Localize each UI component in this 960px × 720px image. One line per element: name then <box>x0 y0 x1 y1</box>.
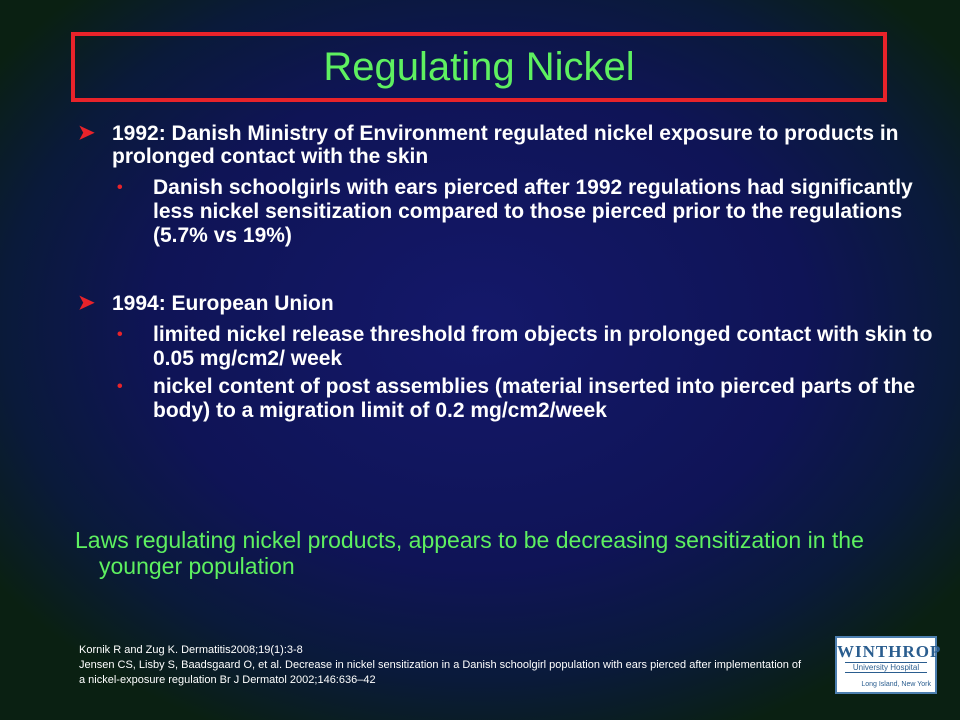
reference-item: Kornik R and Zug K. Dermatitis2008;19(1):3-8 <box>79 644 303 656</box>
slide-title: Regulating Nickel <box>323 44 635 89</box>
bullet-content <box>78 122 938 427</box>
sub-bullet-text: Danish schoolgirls with ears pierced after 1992 regulations had significantly less nickel sensitization compared to those pierced prior to the regulations (5.7% vs 19%) <box>153 176 913 247</box>
sub-bullet-text: nickel content of post assemblies (material inserted into pierced parts of the body) to a migration limit of 0.2 mg/cm2/week <box>153 375 916 422</box>
logo-name: WINTHROP <box>837 642 942 661</box>
logo-location: Long Island, New York <box>861 681 931 688</box>
arrow-bullet-icon: ➤ <box>78 122 95 144</box>
winthrop-logo <box>835 636 942 694</box>
arrow-bullet-icon: ➤ <box>78 292 95 314</box>
sub-bullet-text: limited nickel release threshold from objects in prolonged contact with skin to 0.05 mg/cm2/ week <box>153 323 933 370</box>
bullet-text: 1992: Danish Ministry of Environment regulated nickel exposure to products in prolonged contact with the skin <box>112 122 899 168</box>
bullet-text: 1994: European Union <box>112 292 334 315</box>
references <box>79 643 809 688</box>
dot-bullet-icon: • <box>117 378 123 395</box>
dot-bullet-icon: • <box>117 179 123 196</box>
reference-item: Jensen CS, Lisby S, Baadsgaard O, et al. Decrease in nickel sensitization in a Danish schoolgirl population with ears pierced after implementation of a nickel-exposure regulation Br J Dermatol 2002;146:636–42 <box>79 659 802 686</box>
sub-bullet-schoolgirls <box>117 176 938 248</box>
logo-subtitle: University Hospital <box>845 662 927 673</box>
conclusion-text: Laws regulating nickel products, appears to be decreasing sensitization in the younger population <box>75 527 864 579</box>
bullet-1994 <box>78 292 938 315</box>
dot-bullet-icon: • <box>117 326 123 343</box>
bullet-1992 <box>78 122 938 168</box>
title-box <box>71 32 887 102</box>
sub-bullet-post-assemblies <box>117 375 938 423</box>
sub-bullet-release-threshold <box>117 323 938 371</box>
